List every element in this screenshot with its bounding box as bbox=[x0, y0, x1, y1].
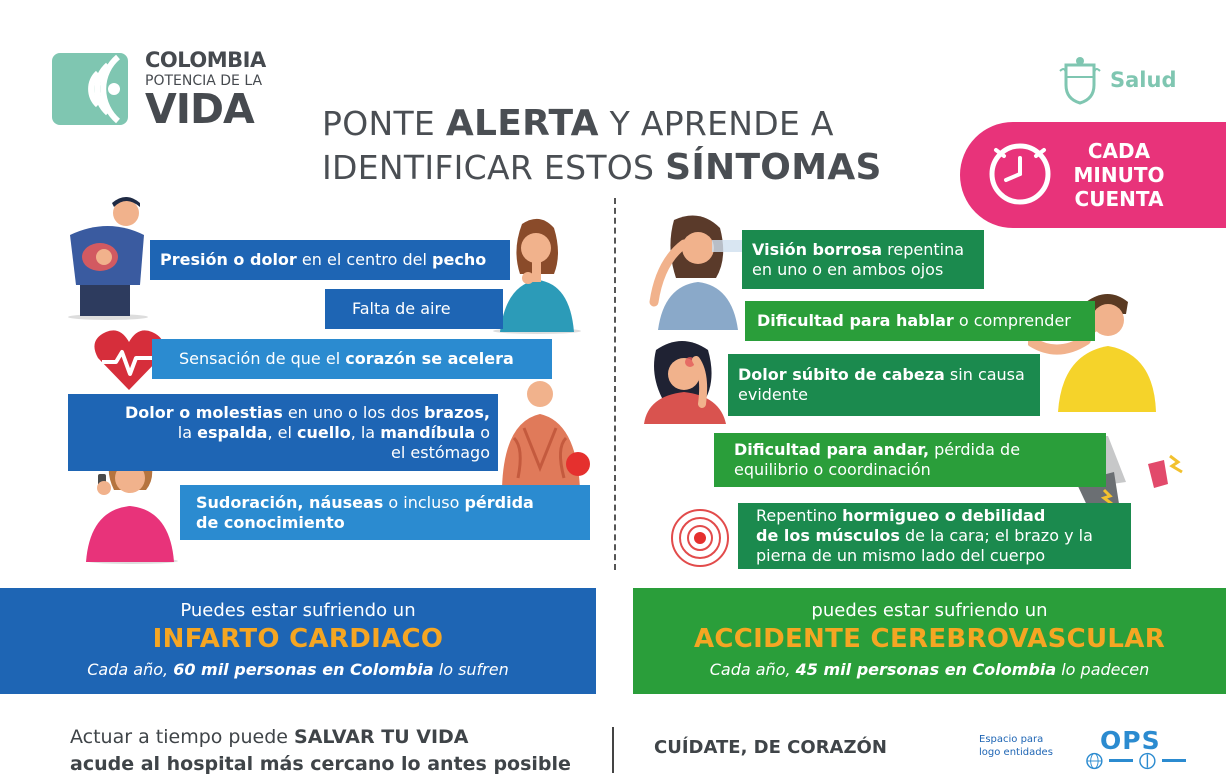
symptom-text: pierna de un mismo lado del cuerpo bbox=[756, 546, 1046, 565]
ops-logo: OPS bbox=[1100, 726, 1161, 755]
symptom-numbness-weakness bbox=[738, 503, 1131, 569]
footer-text: acude al hospital más cercano lo antes posible bbox=[70, 753, 571, 775]
symptom-text: pérdida de bbox=[929, 440, 1021, 459]
target-pulse-icon bbox=[668, 508, 732, 568]
symptom-text: cuello bbox=[297, 422, 351, 442]
colombia-logo-icon bbox=[52, 53, 128, 125]
symptom-walking-difficulty bbox=[714, 433, 1106, 487]
coat-of-arms-icon bbox=[1058, 55, 1102, 105]
symptom-text: Dificultad para hablar bbox=[757, 311, 954, 330]
symptom-text: Dificultad para andar, bbox=[734, 440, 930, 459]
symptom-text: Sudoración, náuseas bbox=[196, 492, 384, 512]
note-text: lo padecen bbox=[1056, 660, 1150, 679]
salud-label: Salud bbox=[1110, 68, 1177, 92]
symptom-text: Sensación de que el bbox=[179, 349, 346, 368]
muscle-anatomy-illustration bbox=[494, 378, 594, 488]
headline-part: SÍNTOMAS bbox=[665, 147, 882, 188]
woman-blurred-vision-illustration bbox=[640, 212, 750, 330]
who-emblem-icon bbox=[1139, 752, 1156, 770]
symptom-text: Dolor súbito de cabeza bbox=[738, 365, 945, 384]
ops-partner-logos bbox=[1086, 752, 1186, 770]
logo-caption-line bbox=[1109, 759, 1133, 762]
acv-title: ACCIDENTE CEREBROVASCULAR bbox=[693, 624, 1166, 654]
cada-line: CUENTA bbox=[1074, 187, 1164, 211]
acv-note bbox=[633, 660, 1226, 679]
espacio-line: Espacio para bbox=[979, 734, 1044, 745]
symptom-text: hormigueo o debilidad bbox=[842, 506, 1046, 525]
symptom-text: brazos, bbox=[423, 402, 490, 422]
note-text: 45 mil personas en Colombia bbox=[795, 660, 1057, 679]
symptom-text: Visión borrosa bbox=[752, 239, 883, 259]
footer-text: Actuar a tiempo puede bbox=[70, 726, 295, 748]
globe-icon bbox=[1086, 752, 1103, 770]
note-text: Cada año, bbox=[709, 660, 796, 679]
symptom-text: o incluso bbox=[383, 492, 465, 512]
symptom-speech-difficulty bbox=[745, 301, 1095, 341]
infarto-note bbox=[0, 660, 596, 679]
symptom-text: o bbox=[475, 422, 490, 442]
symptom-text: , el bbox=[267, 422, 297, 442]
page-title bbox=[322, 102, 882, 190]
note-text: 60 mil personas en Colombia bbox=[173, 660, 434, 679]
symptom-text: el estómago bbox=[391, 442, 490, 462]
colombia-logo-text bbox=[145, 48, 266, 133]
symptom-text: evidente bbox=[738, 385, 809, 404]
symptom-text: en uno o en ambos ojos bbox=[752, 259, 944, 279]
symptom-chest-pain bbox=[150, 240, 510, 280]
logo-line2: POTENCIA DE LA bbox=[145, 73, 263, 89]
symptom-blurred-vision bbox=[742, 230, 984, 289]
clock-icon bbox=[986, 140, 1054, 212]
symptom-text: de los músculos bbox=[756, 526, 900, 545]
symptom-text: de la cara; el brazo y la bbox=[899, 526, 1093, 545]
cada-line: MINUTO bbox=[1073, 163, 1165, 187]
note-text: Cada año, bbox=[87, 660, 174, 679]
note-text: lo sufren bbox=[433, 660, 509, 679]
symptom-text: en el centro del bbox=[296, 250, 433, 269]
headline-part: Y APRENDE A bbox=[598, 104, 834, 143]
symptom-text: mandíbula bbox=[380, 422, 476, 442]
cada-minuto-text bbox=[1060, 139, 1178, 211]
symptom-text: pecho bbox=[432, 250, 487, 269]
footer-slogan: CUÍDATE, DE CORAZÓN bbox=[654, 737, 887, 758]
man-chest-pain-illustration bbox=[60, 195, 155, 320]
symptom-heart-racing bbox=[152, 339, 552, 379]
infarto-title: INFARTO CARDIACO bbox=[152, 624, 444, 654]
symptom-text: Repentino bbox=[756, 506, 843, 525]
acv-intro: puedes estar sufriendo un bbox=[811, 600, 1048, 621]
symptom-text: o comprender bbox=[953, 311, 1071, 330]
symptom-text: Presión o dolor bbox=[160, 250, 297, 269]
headline-part: PONTE bbox=[322, 104, 446, 143]
footer-call-to-action bbox=[70, 724, 571, 778]
acv-panel bbox=[633, 588, 1226, 694]
headline-part: IDENTIFICAR ESTOS bbox=[322, 148, 666, 187]
logo-line3: VIDA bbox=[145, 85, 254, 133]
symptom-text: espalda bbox=[197, 422, 268, 442]
symptom-text: equilibrio o coordinación bbox=[734, 460, 931, 479]
cada-line: CADA bbox=[1087, 139, 1151, 163]
symptom-text: sin causa bbox=[944, 365, 1025, 384]
espacio-line: logo entidades bbox=[979, 747, 1053, 758]
symptom-text: , la bbox=[350, 422, 381, 442]
footer-divider bbox=[612, 727, 614, 773]
headline-part: ALERTA bbox=[445, 103, 599, 144]
symptom-text: Falta de aire bbox=[352, 299, 451, 318]
logo-caption-line bbox=[1162, 759, 1186, 762]
symptom-text: de conocimiento bbox=[196, 512, 345, 532]
symptom-text: la bbox=[177, 422, 198, 442]
center-divider bbox=[614, 198, 616, 570]
salud-logo bbox=[1058, 55, 1176, 105]
symptom-sudden-headache bbox=[728, 354, 1040, 416]
symptom-text: pérdida bbox=[464, 492, 534, 512]
symptom-text: repentina bbox=[882, 239, 965, 259]
footer-text: SALVAR TU VIDA bbox=[294, 726, 469, 748]
infarto-intro: Puedes estar sufriendo un bbox=[180, 600, 416, 621]
symptom-text: corazón se acelera bbox=[345, 349, 514, 368]
symptom-arm-back-pain bbox=[68, 394, 498, 471]
symptom-text: en uno o los dos bbox=[282, 402, 424, 422]
symptom-text: Dolor o molestias bbox=[124, 402, 283, 422]
infarto-panel bbox=[0, 588, 596, 694]
woman-headache-illustration bbox=[642, 334, 728, 424]
logo-line1: COLOMBIA bbox=[145, 48, 266, 72]
symptom-shortness-of-breath bbox=[325, 289, 503, 329]
symptom-sweating-nausea bbox=[180, 485, 590, 540]
logo-placeholder-text bbox=[979, 733, 1053, 759]
